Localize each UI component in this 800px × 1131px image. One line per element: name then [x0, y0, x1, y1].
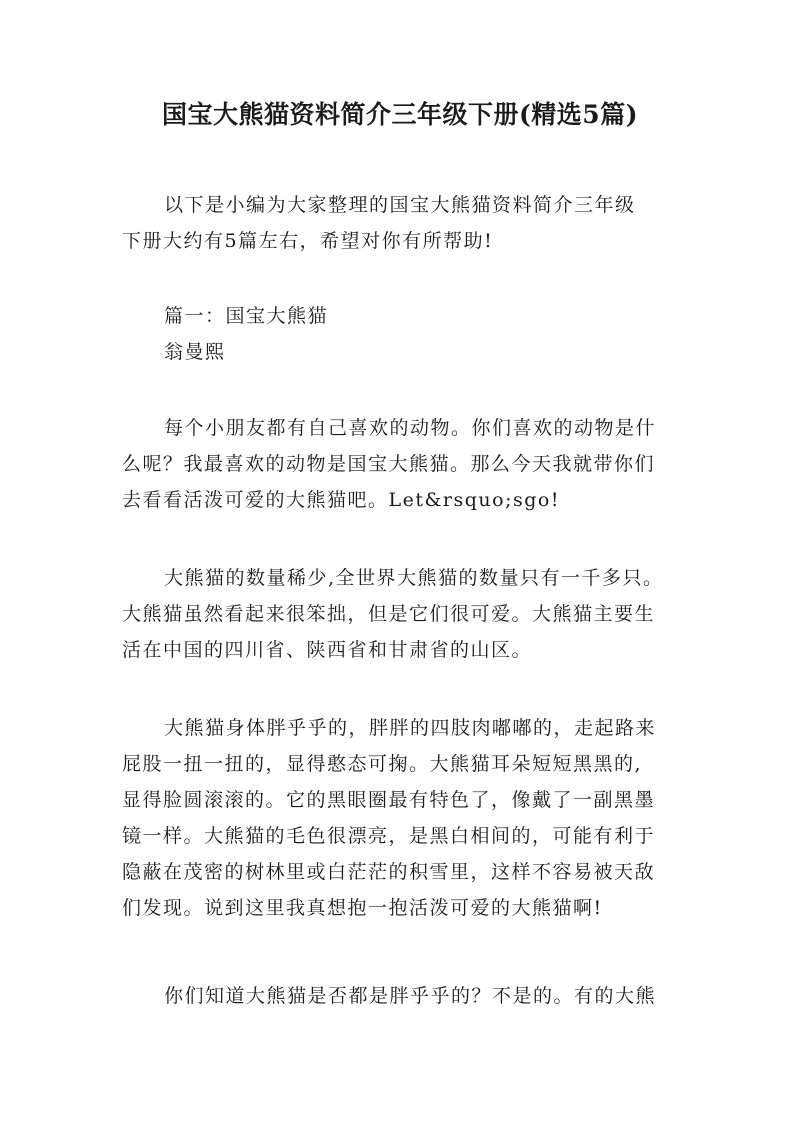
intro-line: 下册大约有5篇左右，希望对你有所帮助!: [122, 230, 494, 252]
paragraph-line: 每个小朋友都有自己喜欢的动物。你们喜欢的动物是什: [164, 417, 657, 439]
paragraph-line: 屁股一扭一扭的，显得憨态可掬。大熊猫耳朵短短黑黑的,: [122, 753, 643, 775]
body-paragraph: [122, 410, 682, 518]
paragraph-line: 大熊猫的数量稀少,全世界大熊猫的数量只有一千多只。: [164, 567, 664, 589]
intro-paragraph: [122, 187, 682, 259]
chapter-header: [122, 298, 682, 370]
paragraph-line: 们发现。说到这里我真想抱一抱活泼可爱的大熊猫啊!: [122, 897, 603, 919]
intro-line: 以下是小编为大家整理的国宝大熊猫资料简介三年级: [164, 194, 636, 216]
paragraph-line: 你们知道大熊猫是否都是胖乎乎的？不是的。有的大熊: [164, 985, 657, 1007]
paragraph-line: 大熊猫身体胖乎乎的，胖胖的四肢肉嘟嘟的，走起路来: [164, 717, 657, 739]
paragraph-line: 镜一样。大熊猫的毛色很漂亮，是黑白相间的，可能有利于: [122, 825, 656, 847]
author-name: 翁曼熙: [164, 341, 226, 363]
paragraph-line: 么呢？我最喜欢的动物是国宝大熊猫。那么今天我就带你们: [122, 453, 656, 475]
document-title: 国宝大熊猫资料简介三年级下册(精选5篇): [161, 100, 639, 129]
paragraph-line: 大熊猫虽然看起来很笨拙，但是它们很可爱。大熊猫主要生: [122, 603, 656, 625]
paragraph-line: 隐蔽在茂密的树林里或白茫茫的积雪里，这样不容易被天敌: [122, 861, 656, 883]
paragraph-line: 显得脸圆滚滚的。它的黑眼圈最有特色了，像戴了一副黑墨: [122, 789, 656, 811]
paragraph-line: 去看看活泼可爱的大熊猫吧。Let&rsquo;sgo!: [122, 489, 560, 511]
body-paragraph: [122, 978, 682, 1014]
chapter-heading: 篇一：国宝大熊猫: [164, 305, 329, 327]
body-paragraph: [122, 560, 682, 668]
body-paragraph: [122, 710, 682, 926]
paragraph-line: 活在中国的四川省、陕西省和甘肃省的山区。: [122, 639, 533, 661]
